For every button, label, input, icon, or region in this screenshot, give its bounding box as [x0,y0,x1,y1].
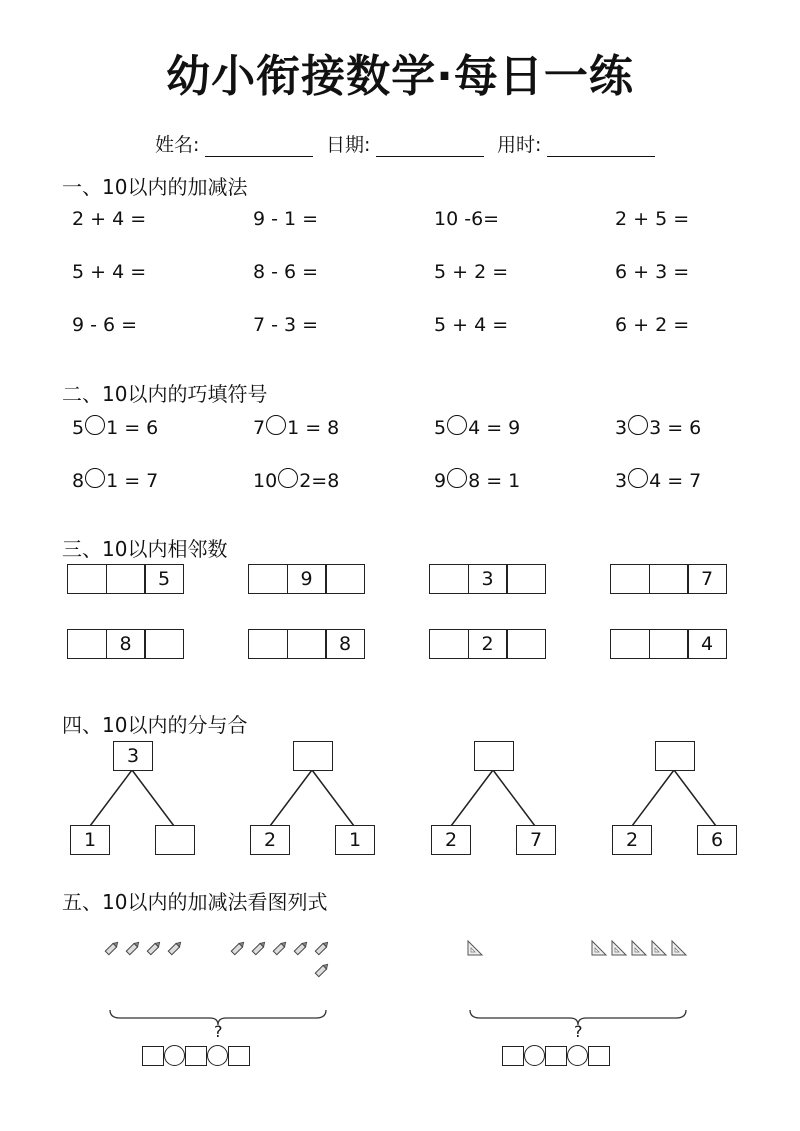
name-blank[interactable] [205,138,313,157]
equation-left-number: 5 [72,417,85,439]
part-number-box: 7 [516,825,556,855]
equation[interactable]: 7 - 3 = [253,314,319,336]
equation-right-part: 1 = 8 [287,417,340,439]
number-cell: 7 [687,564,727,594]
answer-box[interactable] [649,629,689,659]
equation-right-part: 1 = 7 [106,470,159,492]
answer-box[interactable] [106,564,146,594]
neighbor-box-group [67,564,184,594]
date-field[interactable] [326,130,484,157]
operator-answer-circle[interactable] [524,1045,545,1066]
equation[interactable]: 10 -6= [434,208,500,230]
set-square-icon [632,941,646,955]
symbol-circle[interactable] [447,415,467,435]
answer-box[interactable] [287,629,327,659]
neighbor-box-group [248,629,365,659]
answer-box[interactable] [649,564,689,594]
equation-left-number: 8 [72,470,85,492]
name-field[interactable] [155,130,313,157]
symbol-circle[interactable] [266,415,286,435]
section-1-heading: 一、10以内的加减法 [62,175,248,199]
time-field[interactable] [497,130,655,157]
number-cell: 8 [106,629,146,659]
answer-box[interactable] [248,629,288,659]
answer-box[interactable] [610,629,650,659]
equation-right-part: 2=8 [299,470,340,492]
answer-box[interactable] [67,629,107,659]
equation[interactable]: 2 + 5 = [615,208,690,230]
answer-equation-row [502,1045,610,1066]
part-number-box: 2 [431,825,471,855]
equation-left-number: 9 [434,470,447,492]
question-mark: ? [214,1022,223,1041]
part-number-box: 2 [250,825,290,855]
section-3-heading: 三、10以内相邻数 [62,537,228,561]
symbol-circle[interactable] [628,468,648,488]
time-label: 用时: [497,134,542,156]
number-answer-box[interactable] [502,1046,524,1066]
equation-left-number: 7 [253,417,266,439]
answer-box[interactable] [610,564,650,594]
equation[interactable]: 6 + 3 = [615,261,690,283]
equation[interactable]: 8 - 6 = [253,261,319,283]
symbol-circle[interactable] [447,468,467,488]
neighbor-box-group [248,564,365,594]
equation[interactable]: 9 - 1 = [253,208,319,230]
name-label: 姓名: [155,134,200,156]
neighbor-box-group [610,564,727,594]
neighbor-box-group [429,564,546,594]
number-cell: 8 [325,629,365,659]
equation-left-number: 3 [615,417,628,439]
equation-left-number: 5 [434,417,447,439]
equation[interactable]: 5 + 2 = [434,261,509,283]
date-blank[interactable] [376,138,484,157]
symbol-equation [434,468,520,492]
neighbor-box-group [610,629,727,659]
number-answer-box[interactable] [588,1046,610,1066]
symbol-circle[interactable] [85,415,105,435]
answer-box[interactable] [325,564,365,594]
neighbor-box-group [429,629,546,659]
equation-left-number: 3 [615,470,628,492]
picture-problem-illustration [0,930,800,1050]
symbol-equation [615,415,701,439]
equation-right-part: 3 = 6 [649,417,702,439]
number-cell: 5 [144,564,184,594]
date-label: 日期: [326,134,371,156]
time-blank[interactable] [547,138,655,157]
symbol-equation [434,415,520,439]
equation-right-part: 4 = 7 [649,470,702,492]
equation[interactable]: 6 + 2 = [615,314,690,336]
operator-answer-circle[interactable] [567,1045,588,1066]
equation[interactable]: 9 - 6 = [72,314,138,336]
whole-number-box: 3 [113,741,153,771]
equation-right-part: 1 = 6 [106,417,159,439]
answer-box[interactable] [506,629,546,659]
number-cell: 9 [287,564,327,594]
answer-box[interactable] [67,564,107,594]
number-cell: 4 [687,629,727,659]
number-answer-box[interactable] [545,1046,567,1066]
answer-box[interactable] [429,629,469,659]
left-branch-line [632,770,674,826]
answer-box[interactable] [506,564,546,594]
page-title: 幼小衔接数学·每日一练 [166,51,634,102]
part-number-box: 1 [70,825,110,855]
whole-answer-box[interactable] [655,741,695,771]
section-5-heading: 五、10以内的加减法看图列式 [62,890,328,914]
symbol-circle[interactable] [85,468,105,488]
set-square-icon [652,941,666,955]
set-square-icon [592,941,606,955]
set-square-icon [468,941,482,955]
equation-right-part: 4 = 9 [468,417,521,439]
question-mark: ? [574,1022,583,1041]
symbol-equation [253,415,339,439]
part-number-box: 2 [612,825,652,855]
answer-box[interactable] [248,564,288,594]
section-2-heading: 二、10以内的巧填符号 [62,382,268,406]
equation-left-number: 10 [253,470,278,492]
symbol-equation [72,415,158,439]
equation-right-part: 8 = 1 [468,470,521,492]
symbol-circle[interactable] [628,415,648,435]
answer-box[interactable] [429,564,469,594]
answer-box[interactable] [144,629,184,659]
set-square-icon [672,941,686,955]
symbol-equation [615,468,701,492]
equation[interactable]: 5 + 4 = [72,261,147,283]
symbol-equation [253,468,339,492]
right-branch-line [674,770,716,826]
part-number-box: 1 [335,825,375,855]
symbol-circle[interactable] [278,468,298,488]
number-cell: 2 [468,629,508,659]
symbol-equation [72,468,158,492]
section-4-heading: 四、10以内的分与合 [62,713,248,737]
equation[interactable]: 5 + 4 = [434,314,509,336]
number-cell: 3 [468,564,508,594]
set-square-icon [612,941,626,955]
part-number-box: 6 [697,825,737,855]
equation[interactable]: 2 + 4 = [72,208,147,230]
neighbor-box-group [67,629,184,659]
